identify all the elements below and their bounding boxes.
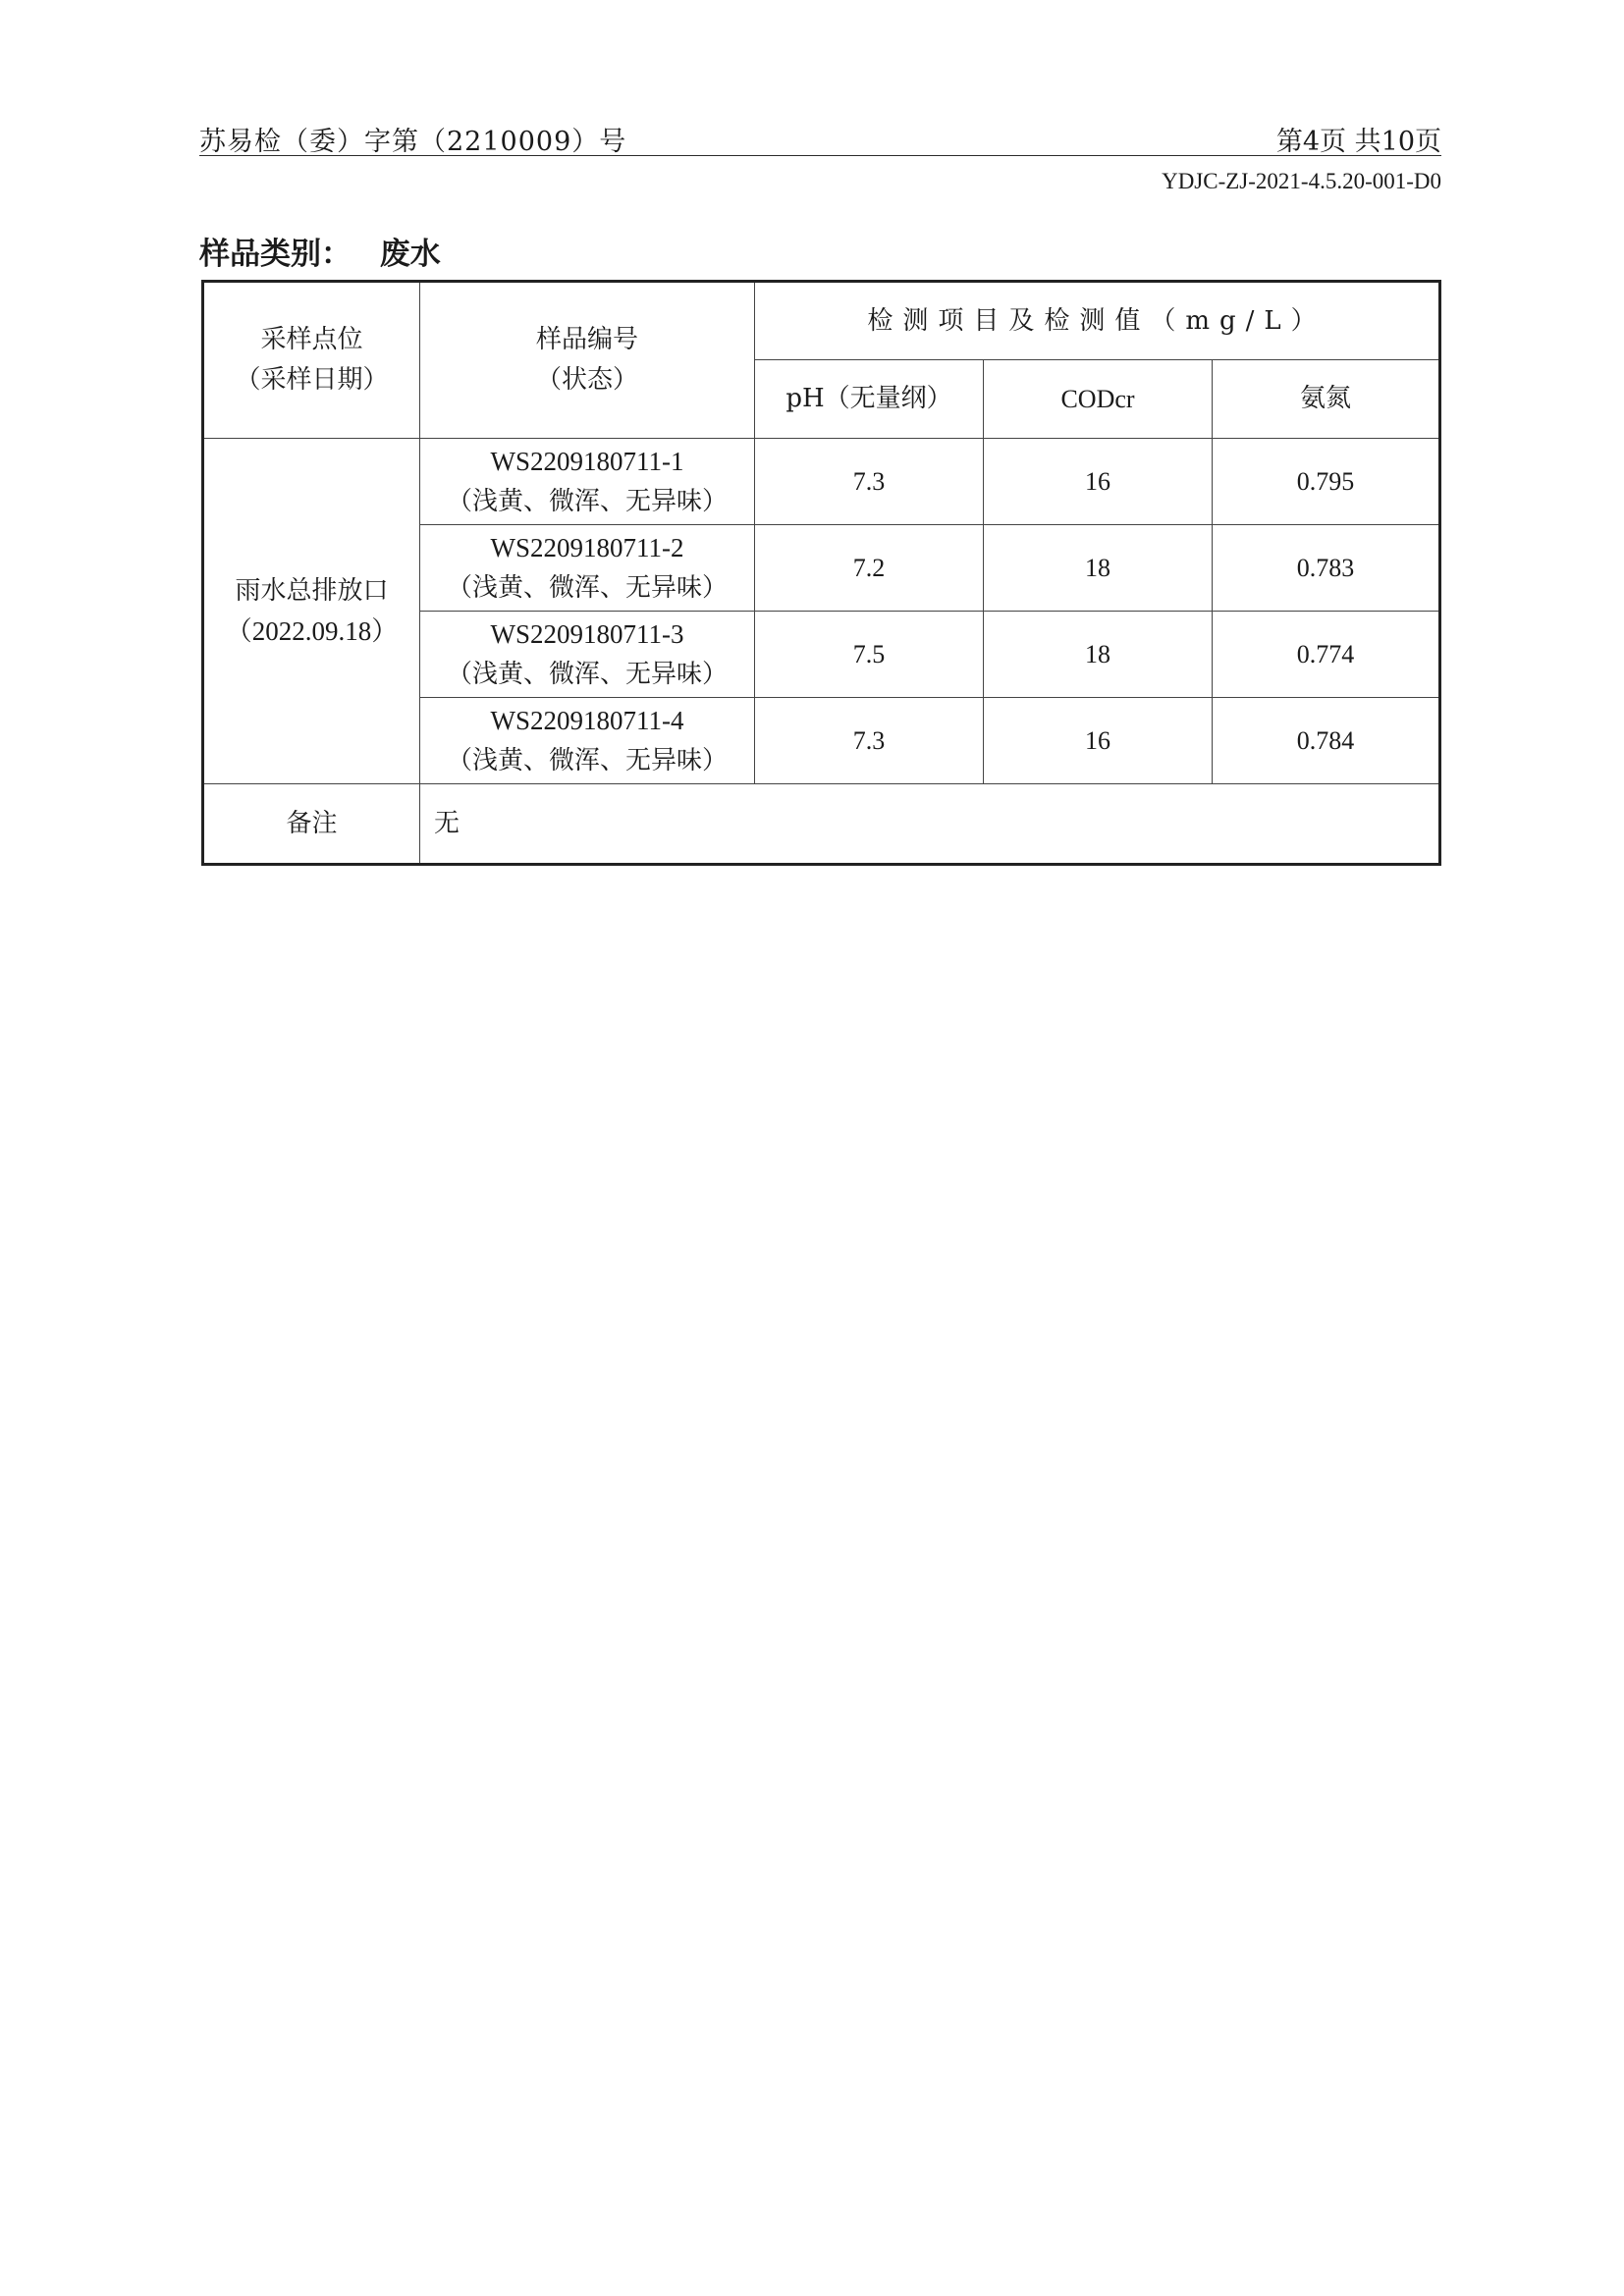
site-header: 采样点位 bbox=[260, 325, 363, 354]
ph-value: 7.5 bbox=[755, 612, 984, 698]
ammonia-header: 氨氮 bbox=[1213, 360, 1440, 439]
sample-status: （浅黄、微浑、无异味） bbox=[446, 572, 728, 603]
ph-value: 7.2 bbox=[755, 525, 984, 612]
category-value: 废水 bbox=[379, 237, 441, 272]
remark-label: 备注 bbox=[203, 784, 420, 865]
ammonia-value: 0.784 bbox=[1213, 698, 1440, 784]
remark-value: 无 bbox=[420, 784, 1440, 865]
cod-value: 18 bbox=[984, 525, 1213, 612]
sample-cell bbox=[420, 439, 755, 525]
ammonia-value: 0.774 bbox=[1213, 612, 1440, 698]
test-items-header: 检测项目及检测值（mg/L） bbox=[755, 282, 1440, 360]
sample-cell bbox=[420, 612, 755, 698]
sample-id: WS2209180711-4 bbox=[490, 705, 684, 735]
ph-header: pH（无量纲） bbox=[755, 360, 984, 439]
table-row bbox=[203, 439, 1440, 525]
category-label: 样品类别： bbox=[199, 237, 352, 272]
cod-value: 16 bbox=[984, 698, 1213, 784]
sample-category bbox=[199, 229, 441, 273]
sample-status: （浅黄、微浑、无异味） bbox=[446, 486, 728, 516]
cod-value: 18 bbox=[984, 612, 1213, 698]
ph-value: 7.3 bbox=[755, 698, 984, 784]
site-date: （2022.09.18） bbox=[225, 615, 399, 646]
site-header-cell bbox=[203, 282, 420, 439]
report-number: 苏易检（委）字第（2210009）号 bbox=[199, 127, 627, 157]
document-code: YDJC-ZJ-2021-4.5.20-001-D0 bbox=[1162, 169, 1441, 193]
sample-status: （浅黄、微浑、无异味） bbox=[446, 745, 728, 775]
site-cell bbox=[203, 439, 420, 784]
cod-value: 16 bbox=[984, 439, 1213, 525]
sample-header-sub: （状态） bbox=[535, 365, 638, 395]
sample-header: 样品编号 bbox=[535, 325, 638, 354]
site-name: 雨水总排放口 bbox=[235, 575, 389, 606]
sample-status: （浅黄、微浑、无异味） bbox=[446, 659, 728, 689]
sample-header-cell bbox=[420, 282, 755, 439]
results-table bbox=[201, 280, 1441, 866]
ammonia-value: 0.783 bbox=[1213, 525, 1440, 612]
sample-cell bbox=[420, 525, 755, 612]
header-row-1 bbox=[203, 282, 1440, 360]
sample-id: WS2209180711-3 bbox=[490, 618, 684, 649]
cod-header: CODcr bbox=[984, 360, 1213, 439]
sample-id: WS2209180711-1 bbox=[490, 446, 684, 476]
remark-row bbox=[203, 784, 1440, 865]
sample-cell bbox=[420, 698, 755, 784]
sample-id: WS2209180711-2 bbox=[490, 532, 684, 562]
ammonia-value: 0.795 bbox=[1213, 439, 1440, 525]
ph-value: 7.3 bbox=[755, 439, 984, 525]
page-info: 第4页 共10页 bbox=[1275, 127, 1441, 157]
page-header bbox=[199, 116, 1441, 156]
site-header-sub: （采样日期） bbox=[235, 365, 389, 395]
